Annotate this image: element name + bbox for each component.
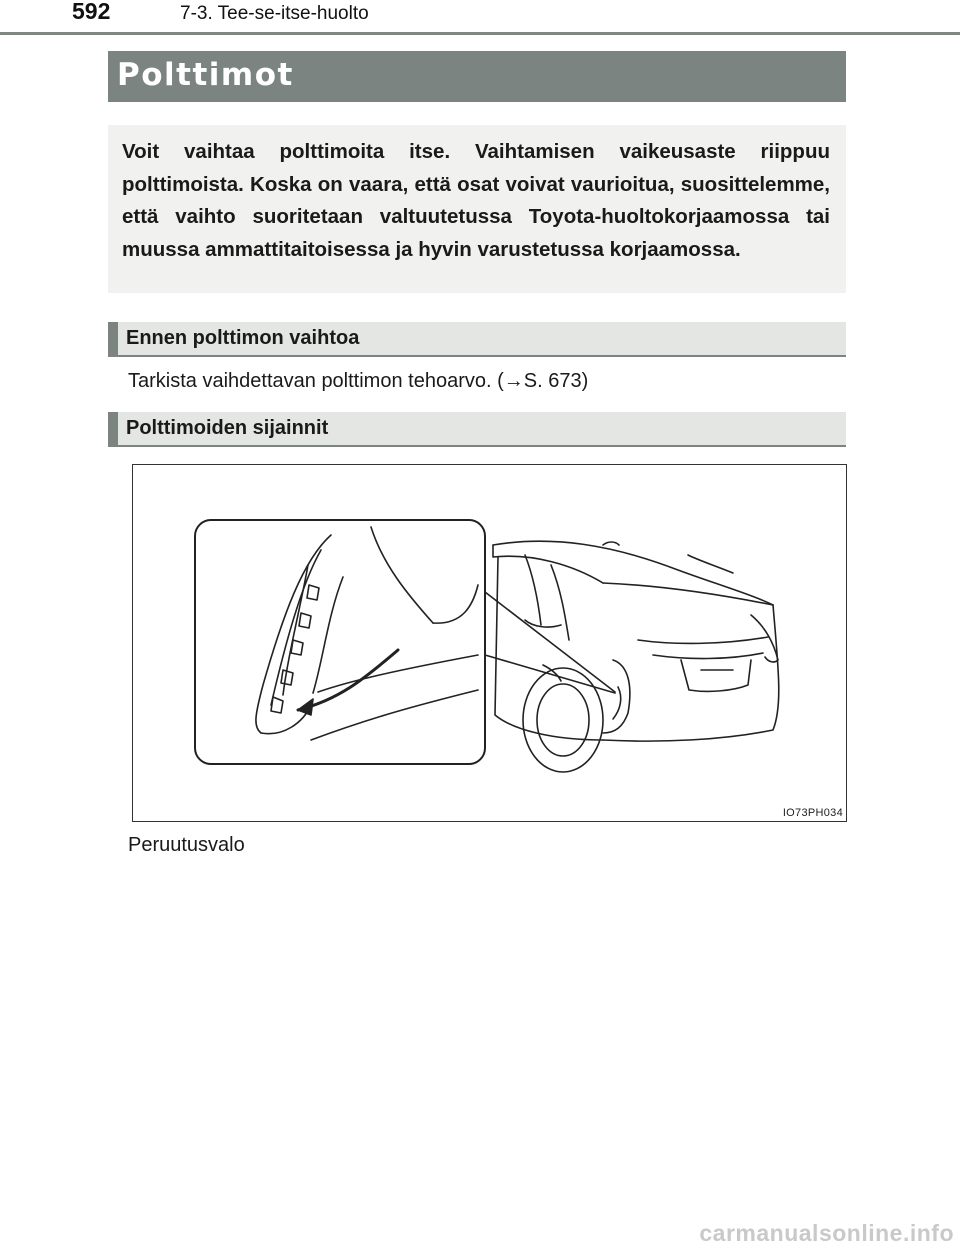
figure-code: IO73PH034 [782,807,843,819]
figure-caption: Peruutusvalo [128,834,245,856]
title-bar [108,51,846,102]
header-rule [0,32,960,35]
car-rear-illustration [133,465,846,821]
section-accent [108,412,118,447]
callout-line [485,592,615,692]
intro-box [108,125,846,293]
intro-text: Voit vaihtaa polttimoita itse. Vaihtamisen vaikeusaste riippuu polttimoista. Koska on vaara, että osat voivat vaurioitua, suosittelemme, että vaihto suoritetaan valtuutetussa Toyota-huoltokorjaamossa tai muussa ammattitaitoisessa ja hyvin varustetussa korjaamossa. [122,140,830,261]
inset-frame [195,520,485,764]
section-body-text: Tarkista vaihdettavan polttimon tehoarvo. (→S. 673) [128,370,589,392]
bulb-location-figure [132,464,847,822]
section-header-before-replacement [108,322,846,357]
section-heading: Ennen polttimon vaihtoa [126,327,360,349]
chapter-heading: 7-3. Tee-se-itse-huolto [180,3,369,24]
page-title: Polttimot [117,57,294,93]
watermark: carmanualsonline.info [699,1220,954,1246]
page-number: 592 [72,0,111,24]
section-accent [108,322,118,357]
callout-line [485,655,615,693]
section-header-bulb-locations [108,412,846,447]
section-heading: Polttimoiden sijainnit [126,417,329,439]
